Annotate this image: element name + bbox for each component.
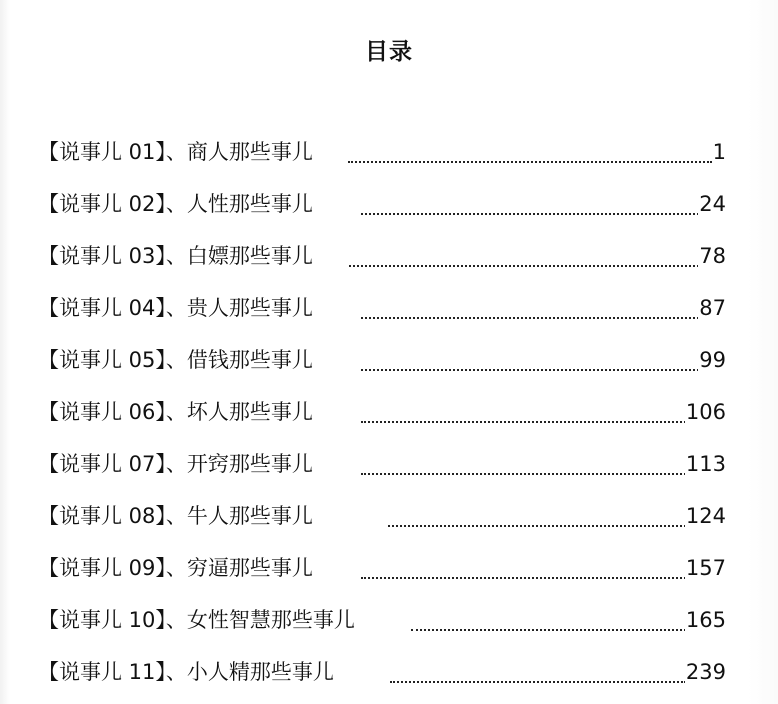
dot-leader [361, 317, 699, 319]
dot-leader [388, 525, 686, 527]
toc-entry[interactable] [38, 442, 728, 494]
toc-entry[interactable] [38, 338, 728, 390]
toc-entry-label: 【说事儿 04】、贵人那些事儿 [38, 286, 315, 330]
toc-entry-label: 【说事儿 11】、小人精那些事儿 [38, 650, 336, 694]
toc-entry[interactable] [38, 182, 728, 234]
toc-entry-page: 124 [685, 494, 726, 538]
page-right-edge [748, 0, 778, 704]
toc-entry-page: 99 [698, 338, 726, 382]
toc-entry-label: 【说事儿 09】、穷逼那些事儿 [38, 546, 315, 590]
table-of-contents [38, 130, 728, 702]
dot-leader [361, 369, 699, 371]
toc-entry-page: 78 [698, 234, 726, 278]
dot-leader [411, 629, 686, 631]
toc-entry-page: 24 [698, 182, 726, 226]
dot-leader [349, 265, 699, 267]
toc-entry[interactable] [38, 390, 728, 442]
toc-entry[interactable] [38, 234, 728, 286]
toc-entry-label: 【说事儿 05】、借钱那些事儿 [38, 338, 315, 382]
toc-entry[interactable] [38, 286, 728, 338]
dot-leader [361, 421, 686, 423]
toc-entry-page: 87 [698, 286, 726, 330]
dot-leader [361, 577, 686, 579]
dot-leader [390, 681, 686, 683]
toc-entry[interactable] [38, 494, 728, 546]
dot-leader [361, 473, 686, 475]
toc-entry-label: 【说事儿 08】、牛人那些事儿 [38, 494, 315, 538]
page-title: 目录 [365, 39, 413, 65]
toc-entry-page: 113 [685, 442, 726, 486]
toc-entry-label: 【说事儿 02】、人性那些事儿 [38, 182, 315, 226]
toc-entry-label: 【说事儿 06】、坏人那些事儿 [38, 390, 315, 434]
dot-leader [361, 213, 699, 215]
toc-entry-page: 165 [685, 598, 726, 642]
toc-entry-label: 【说事儿 03】、白嫖那些事儿 [38, 234, 315, 278]
toc-entry[interactable] [38, 650, 728, 702]
toc-entry-page: 157 [685, 546, 726, 590]
toc-entry-label: 【说事儿 07】、开窍那些事儿 [38, 442, 315, 486]
dot-leader [348, 161, 712, 163]
toc-entry[interactable] [38, 546, 728, 598]
toc-entry[interactable] [38, 598, 728, 650]
toc-entry-page: 239 [685, 650, 726, 694]
toc-entry-page: 106 [685, 390, 726, 434]
toc-entry-page: 1 [712, 130, 726, 174]
page-left-edge [0, 0, 10, 704]
toc-entry-label: 【说事儿 10】、女性智慧那些事儿 [38, 598, 357, 642]
toc-entry-label: 【说事儿 01】、商人那些事儿 [38, 130, 315, 174]
toc-entry[interactable] [38, 130, 728, 182]
